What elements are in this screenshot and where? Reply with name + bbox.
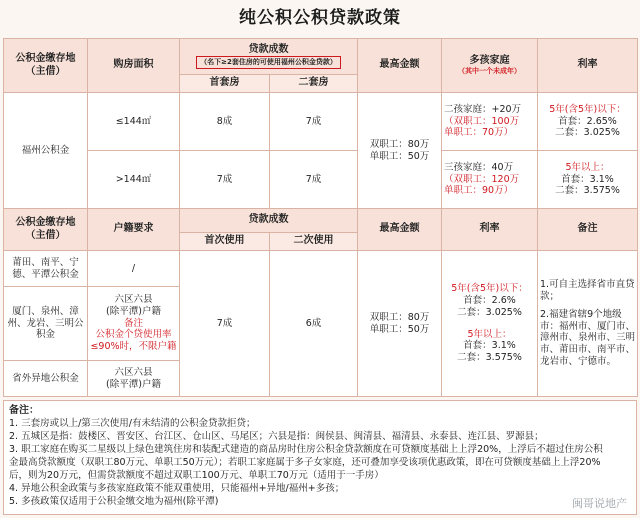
- note-line: 1. 三套房或以上/第三次使用/有未结清的公积金贷款拒贷；: [9, 418, 256, 429]
- loan-note: （名下≥2套住房的可使用福州公积金贷款）: [196, 56, 341, 69]
- size-small: ≤144㎡: [88, 93, 180, 151]
- remarks-2: 1.可自主选择省市直贷款； 2.福建省辖9个地级市：福州市、厦门市、漳州市、泉州市、三明市、莆田市、南平市、龙岩市、宁德市。: [538, 251, 638, 397]
- two-child-bonus: 二孩家庭：+20万 （双职工：100万 单职工：70万）: [442, 93, 538, 151]
- header-second-use: 二次使用: [270, 233, 358, 251]
- hukou-six-districts-2: 六区六县 (除平潭)户籍: [88, 361, 180, 397]
- note-line: 4. 异地公积金政策与多孩家庭政策不能双重使用，只能福州+异地/福州+多孩；: [9, 483, 345, 494]
- header-note: 备注: [538, 209, 638, 251]
- header-first-use: 首次使用: [180, 233, 270, 251]
- header-hukou: 户籍要求: [88, 209, 180, 251]
- region-fuzhou: 福州公积金: [4, 93, 88, 209]
- header-size: 购房面积: [88, 39, 180, 93]
- rate-long: 5年以上： 首套：3.1% 二套：3.575%: [538, 151, 638, 209]
- three-child-bonus: 三孩家庭：40万 （双职工：120万 单职工：90万）: [442, 151, 538, 209]
- hukou-six-districts: 六区六县 (除平潭)户籍 备注 公积金个贷使用率≤90%时，不限户籍: [88, 287, 180, 361]
- page-title: 纯公积公积贷款政策: [239, 8, 401, 28]
- ratio-small-second: 7成: [270, 93, 358, 151]
- max-amount-2: 双职工：80万 单职工：50万: [358, 251, 442, 397]
- rate-block-2: 5年(含5年)以下： 首套：2.6% 二套：3.025% 5年以上： 首套：3.1% 二套：3.575%: [442, 251, 538, 397]
- notes-section: [3, 400, 637, 515]
- watermark: 闽哥说地产: [569, 494, 630, 512]
- note-line: 3. 职工家庭在购买二星级以上绿色建筑住房和装配式建造的商品房时住房公积金贷款额度在可贷额度基础上上浮20%，上浮后不超过住房公积: [9, 444, 603, 455]
- header-rate: 利率: [538, 39, 638, 93]
- area-putian-group: 莆田、南平、宁德、平潭公积金: [4, 251, 88, 287]
- header-max: 最高金额: [358, 39, 442, 93]
- ratio-second-use: 6成: [270, 251, 358, 397]
- ratio-first-use: 7成: [180, 251, 270, 397]
- header-multi-child: 多孩家庭 （其中一个未成年）: [442, 39, 538, 93]
- size-large: >144㎡: [88, 151, 180, 209]
- ratio-large-first: 7成: [180, 151, 270, 209]
- area-xiamen-group: 厦门、泉州、漳州、龙岩、三明公积金: [4, 287, 88, 361]
- note-line: 2. 五城区是指：鼓楼区、晋安区、台江区、仓山区、马尾区；六县是指：闽侯县、闽清县、福清县、永泰县、连江县、罗源县；: [9, 431, 544, 442]
- ratio-small-first: 8成: [180, 93, 270, 151]
- notes-title: 备注：: [9, 405, 39, 416]
- note-line: 金最高贷款额度（双职工80万元、单职工50万元）；若职工家庭属于多子女家庭，还可叠加享受该项优惠政策，即在可贷额度基础上上浮20%: [9, 457, 601, 468]
- header-area: 公积金缴存地 （主借）: [4, 39, 88, 93]
- header-loan-ratio-2: 贷款成数: [180, 209, 358, 233]
- ratio-large-second: 7成: [270, 151, 358, 209]
- hukou-none: /: [88, 251, 180, 287]
- header-second-home: 二套房: [270, 75, 358, 93]
- header-first-home: 首套房: [180, 75, 270, 93]
- header-rate-2: 利率: [442, 209, 538, 251]
- note-line: 后，则为20万元，但需贷款额度不超过双职工100万元、单职工70万元（适用于一手房）: [9, 470, 384, 481]
- header-max-2: 最高金额: [358, 209, 442, 251]
- area-out-of-province: 省外异地公积金: [4, 361, 88, 397]
- policy-table-other-cities: [3, 208, 638, 397]
- header-loan-ratio: 贷款成数 （名下≥2套住房的可使用福州公积金贷款）: [180, 39, 358, 75]
- policy-table-fuzhou: [3, 38, 638, 209]
- rate-short: 5年(含5年)以下： 首套：2.65% 二套：3.025%: [538, 93, 638, 151]
- max-amount: 双职工：80万 单职工：50万: [358, 93, 442, 209]
- header-area-2: 公积金缴存地 （主借）: [4, 209, 88, 251]
- note-line: 5. 多孩政策仅适用于公积金缴交地为福州(除平潭): [9, 496, 219, 507]
